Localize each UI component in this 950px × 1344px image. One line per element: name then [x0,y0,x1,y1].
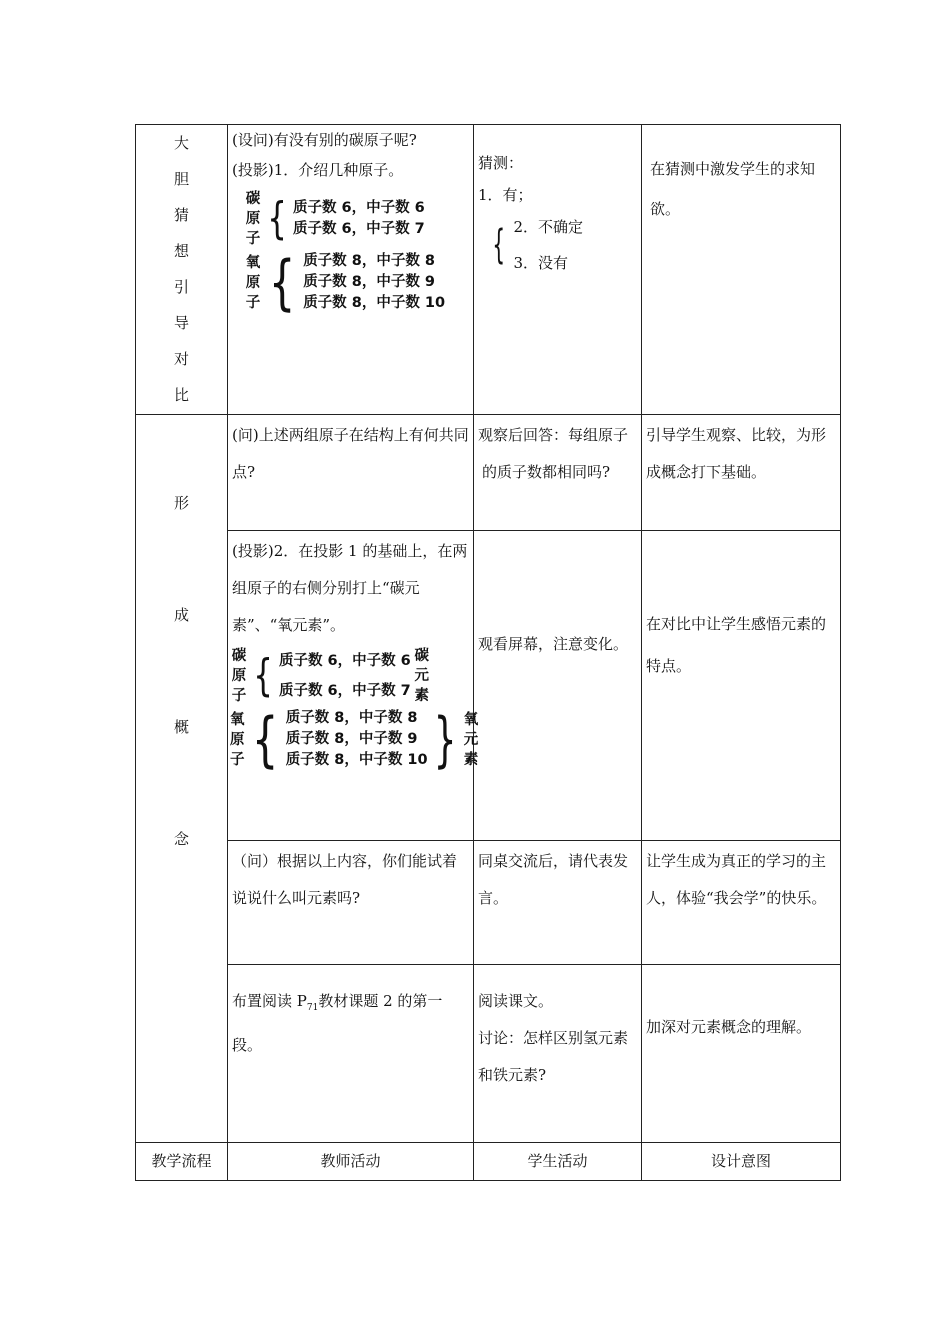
oxygen-row: 质子数 8，中子数 9 [303,274,435,290]
lesson-plan-table [135,124,841,1181]
student-activity-cell: 阅读课文。 讨论：怎样区别氢元素和铁元素? [474,965,642,1143]
brace-icon: { [492,222,506,268]
right-brace-icon: } [433,704,457,775]
teacher-activity-cell: (投影)2．在投影 1 的基础上，在两组原子的右侧分别打上“碳元素”、“氧元素”。 碳 原 子 { 质子数 6，中子数 6 质子数 6，中子数 7 碳 元 素 氧 原 子 { 质子数 8，中子数 8 质子数 8，中子数 9 质子数 8，中子数 10 } 氧 元 素 [228,531,474,841]
column-header: 学生活动 [474,1143,642,1181]
oxygen-group: 氧 原 子 { 质子数 8，中子数 8 质子数 8，中子数 9 质子数 8，中子数 10 [245,247,446,318]
flow-label-guess: 大 胆 猜 想 引 导 对 比 [173,134,189,404]
brace-icon: { [253,650,273,701]
column-header: 教师活动 [228,1143,474,1181]
student-activity-cell: 观看屏幕，注意变化。 [474,531,642,841]
carbon-group: 碳 原 子 { 质子数 6，中子数 6 质子数 6，中子数 7 [245,191,425,247]
flow-cell [136,415,228,1143]
flow-label-concept: 形 成 概 念 [173,494,189,848]
teacher-activity-cell: 布置阅读 $P_{71}$教材课题 2 的第一段。 [228,965,474,1143]
carbon-group: 碳 原 子 { 质子数 6，中子数 6 质子数 6，中子数 7 碳 元 素 [231,648,430,704]
student-activity-cell: 同桌交流后，请代表发 言。 [474,841,642,965]
brace-icon: { [267,193,287,244]
oxygen-row: 质子数 8，中子数 8 [285,710,418,726]
brace-icon: { [268,247,296,318]
teacher-projection: (投影)1．介绍几种原子。 [232,161,404,179]
table-row [136,415,841,531]
design-intent-cell: 引导学生观察、比较，为形成概念打下基础。 [642,415,841,531]
carbon-row: 质子数 6，中子数 7 [279,683,411,699]
oxygen-row: 质子数 8，中子数 10 [303,295,446,311]
table-header-row [136,1143,841,1181]
flow-cell [136,125,228,415]
oxygen-row: 质子数 8，中子数 8 [303,253,435,269]
table-row [136,965,841,1143]
student-activity-cell: 观察后回答：每组原子 的质子数都相同吗? [474,415,642,531]
design-intent-cell: 让学生成为真正的学习的主人，体验“我会学”的快乐。 [642,841,841,965]
carbon-row: 质子数 6，中子数 6 [293,200,425,216]
brace-icon: { [251,704,278,775]
table-row [136,125,841,415]
oxygen-row: 质子数 8，中子数 10 [285,752,428,768]
teacher-question: (设问)有没有别的碳原子呢? [232,131,417,149]
table-row [136,531,841,841]
student-activity-cell: 猜测： 1．有； { 2．不确定 3．没有 [474,125,642,415]
carbon-row: 质子数 6，中子数 6 [279,653,411,669]
column-header: 教学流程 [136,1143,228,1181]
teacher-activity-cell: （问）根据以上内容，你们能试着说说什么叫元素吗? [228,841,474,965]
oxygen-group: 氧 原 子 { 质子数 8，中子数 8 质子数 8，中子数 9 质子数 8，中子数 10 } 氧 元 素 [230,704,479,775]
atom-diagram [244,189,469,318]
design-intent-cell: 加深对元素概念的理解。 [642,965,841,1143]
column-header: 设计意图 [642,1143,841,1181]
guess-options: { 2．不确定 3．没有 [478,209,637,281]
teacher-activity-cell [228,125,474,415]
oxygen-row: 质子数 8，中子数 9 [285,731,418,747]
design-intent-cell: 在对比中让学生感悟元素的特点。 [642,531,841,841]
element-diagram [230,646,479,775]
carbon-row: 质子数 6，中子数 7 [293,221,425,237]
table-row [136,841,841,965]
teacher-activity-cell: (问)上述两组原子在结构上有何共同点? [228,415,474,531]
design-intent-cell: 在猜测中激发学生的求知欲。 [642,125,841,415]
